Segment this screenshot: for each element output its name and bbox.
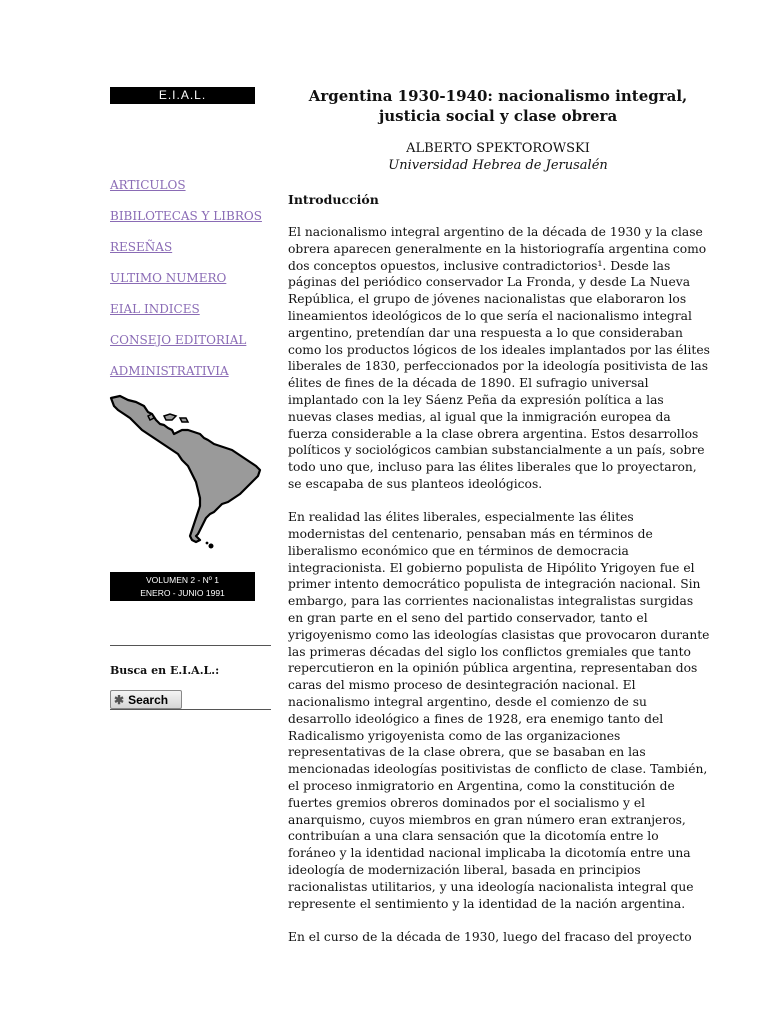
nav-link-administrativia[interactable]: ADMINISTRATIVIA (110, 364, 229, 378)
nav-link-resenas[interactable]: RESEÑAS (110, 240, 173, 254)
search-button[interactable] (110, 690, 182, 709)
latin-america-map-icon (108, 394, 266, 552)
search-star-icon: ✱ (114, 692, 125, 707)
article-byline (288, 140, 708, 174)
search-label: Busca en E.I.A.L.: (110, 664, 220, 677)
volume-number: VOLUMEN 2 - Nº 1 (145, 575, 219, 585)
nav-link-bibliotecas[interactable]: BIBILOTECAS Y LIBROS (110, 209, 262, 223)
nav-link-ultimo-numero[interactable]: ULTIMO NUMERO (110, 271, 227, 285)
paragraph: En realidad las élites liberales, especialmente las élites modernistas del centenario, pensaban más en términos de liberalismo económico que en términos de democracia integracionista. El gobierno populista de Hipólito Yrigoyen fue el primer intento democrático populista de integración nacional. Sin embargo, para las corrientes nacionalistas integralistas surgidas en gran parte en el seno del partido conservador, tanto el yrigoyenismo como las ideologías clasistas que provocaron durante las primeras décadas del siglo los conflictos gremiales que tanto repercutieron en la opinión pública argentina, representaban dos caras del mismo proceso de desintegración nacional. El nacionalismo integral argentino, desde el comienzo de su desarrollo ideológico a fines de 1928, era enemigo tanto del Radicalismo yrigoyenista como de las organizaciones representativas de la clase obrera, que se basaban en las mencionadas ideologías positivistas de conflicto de clase. También, el proceso inmigratorio en Argentina, como la constitución de fuertes gremios obreros dominados por el socialismo y el anarquismo, cuyos miembros en gran número eran extranjeros, contribuían a una clara sensación que la dicotomía entre lo foráneo y la identidad nacional implicaba la dicotomía entre una ideología de modernización liberal, basada en principios racionalistas utilitarios, y una ideología nacionalista integral que represente el sentimiento y la identidad de la nación argentina. (288, 510, 710, 911)
search-button-label: Search (128, 692, 169, 707)
paragraph: En el curso de la década de 1930, luego del fracaso del proyecto (288, 929, 692, 944)
volume-date: ENERO - JUNIO 1991 (140, 588, 225, 598)
article-body (288, 224, 710, 962)
nav-link-consejo-editorial[interactable]: CONSEJO EDITORIAL (110, 333, 247, 347)
nav-link-eial-indices[interactable]: EIAL INDICES (110, 302, 200, 316)
divider-bottom (110, 709, 271, 710)
article-title (288, 86, 708, 126)
author-name: ALBERTO SPEKTOROWSKI (406, 141, 590, 156)
paragraph: El nacionalismo integral argentino de la década de 1930 y la clase obrera aparecen generalmente en la historiografía argentina como dos conceptos opuestos, inclusive contradictorios¹. Desde las páginas del periódico conservador La Fronda, y desde La Nueva República, el grupo de jóvenes nacionalistas que elaboraron los lineamientos ideológicos de lo que sería el nacionalismo integral argentino, pretendían dar una respuesta a lo que consideraban como los productos lógicos de los ideales implantados por las élites liberales de 1830, perfeccionados por la ideología positivista de las élites de fines de la década de 1890. El sufragio universal implantado con la ley Sáenz Peña da expresión política a las nuevas clases medias, al igual que la inmigración europea da fuerza considerable a la clase obrera argentina. Estos desarrollos políticos y sociológicos cambian substancialmente a un país, sobre todo uno que, incluso para las élites liberales que lo proyectaron, se escapaba de sus planteos ideológicos. (288, 225, 710, 491)
divider-top (110, 645, 271, 646)
sidebar-nav (110, 178, 275, 395)
article-title-line2: justicia social y clase obrera (378, 107, 618, 125)
volume-badge (110, 572, 255, 601)
author-affiliation: Universidad Hebrea de Jerusalén (388, 158, 608, 173)
eial-logo[interactable]: E.I.A.L. (110, 87, 255, 104)
nav-link-articulos[interactable]: ARTICULOS (110, 178, 186, 192)
article-title-line1: Argentina 1930-1940: nacionalismo integral, (308, 87, 688, 105)
section-heading: Introducción (288, 192, 379, 207)
